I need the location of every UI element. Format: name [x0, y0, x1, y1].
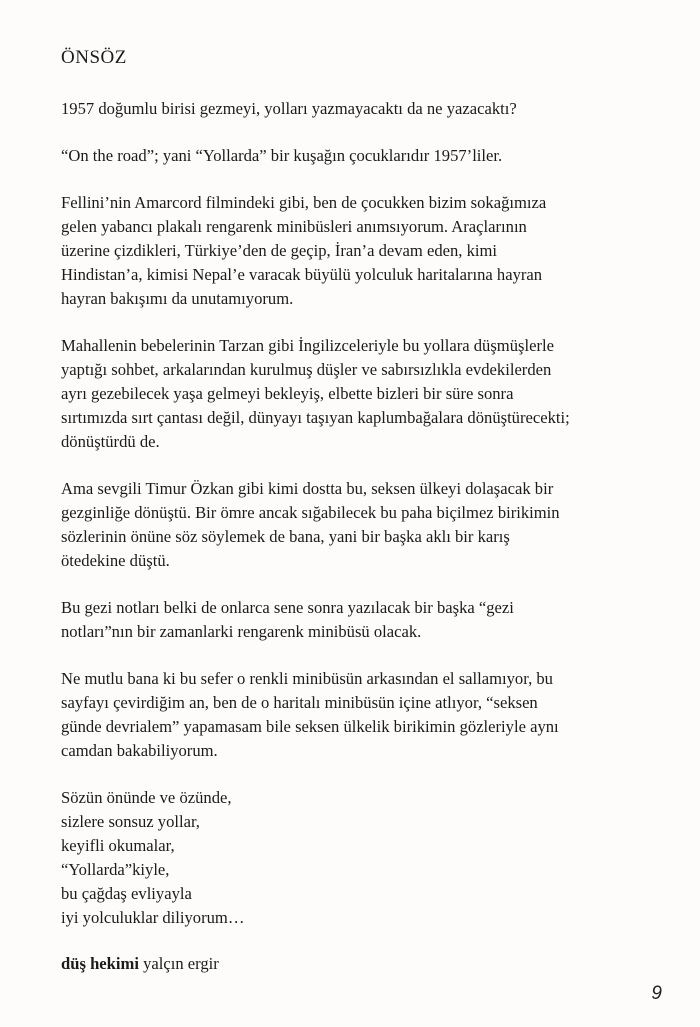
- text-line: Ama sevgili Timur Özkan gibi kimi dostta bu, seksen ülkeyi dolaşacak bir: [61, 479, 554, 498]
- text-line: Bu gezi notları belki de onlarca sene sonra yazılacak bir başka “gezi: [61, 598, 514, 617]
- text-line: “On the road”; yani “Yollarda” bir kuşağın çocuklarıdır 1957’liler.: [61, 146, 503, 165]
- text-line: hayran bakışımı da unutamıyorum.: [61, 289, 294, 308]
- signature-name: yalçın ergir: [143, 954, 219, 973]
- text-line: sayfayı çevirdiğim an, ben de o haritalı minibüsün içine atlıyor, “seksen: [61, 693, 538, 712]
- paragraph: [61, 97, 661, 121]
- text-line: Ne mutlu bana ki bu sefer o renkli minibüsün arkasından el sallamıyor, bu: [61, 669, 553, 688]
- paragraph: [61, 596, 661, 644]
- paragraph: [61, 191, 661, 311]
- text-line: sözlerinin önüne söz söylemek de bana, yani bir başka aklı bir karış: [61, 527, 510, 546]
- text-line: ötedekine düştü.: [61, 551, 170, 570]
- closing-line: sizlere sonsuz yollar,: [61, 812, 200, 831]
- text-line: sırtımızda sırt çantası değil, dünyayı taşıyan kaplumbağalara dönüştürecekti;: [61, 408, 570, 427]
- closing-line: “Yollarda”kiyle,: [61, 860, 170, 879]
- text-line: 1957 doğumlu birisi gezmeyi, yolları yazmayacaktı da ne yazacaktı?: [61, 99, 517, 118]
- paragraph-list: [61, 97, 661, 763]
- closing-line: keyifli okumalar,: [61, 836, 175, 855]
- paragraph: [61, 477, 661, 573]
- text-line: gelen yabancı plakalı rengarenk minibüsleri anımsıyorum. Araçlarının: [61, 217, 527, 236]
- text-line: Hindistan’a, kimisi Nepal’e varacak büyülü yolculuk haritalarına hayran: [61, 265, 543, 284]
- text-line: notları”nın bir zamanlarki rengarenk minibüsü olacak.: [61, 622, 422, 641]
- closing-line: iyi yolculuklar diliyorum…: [61, 908, 245, 927]
- text-line: ayrı gezebilecek yaşa gelmeyi bekleyiş, elbette bizleri bir süre sonra: [61, 384, 514, 403]
- foreword-body: [61, 97, 661, 976]
- page-title: ÖNSÖZ: [61, 47, 127, 68]
- text-line: Fellini’nin Amarcord filmindeki gibi, ben de çocukken bizim sokağımıza: [61, 193, 547, 212]
- closing-line: bu çağdaş evliyayla: [61, 884, 192, 903]
- closing-line: Sözün önünde ve özünde,: [61, 788, 232, 807]
- page-number: 9: [651, 983, 662, 1004]
- text-line: camdan bakabiliyorum.: [61, 741, 218, 760]
- text-line: dönüştürdü de.: [61, 432, 160, 451]
- closing-lines: [61, 786, 661, 930]
- signature: [61, 952, 661, 976]
- signature-title: düş hekimi: [61, 954, 139, 973]
- paragraph: [61, 334, 661, 454]
- paragraph: [61, 144, 661, 168]
- text-line: günde devrialem” yapamasam bile seksen ülkelik birikimin gözleriyle aynı: [61, 717, 559, 736]
- text-line: gezginliğe dönüştü. Bir ömre ancak sığabilecek bu paha biçilmez birikimin: [61, 503, 560, 522]
- text-line: yaptığı sohbet, arkalarından kurulmuş düşler ve sabırsızlıkla evdekilerden: [61, 360, 552, 379]
- paragraph: [61, 667, 661, 763]
- text-line: üzerine çizdikleri, Türkiye’den de geçip, İran’a devam eden, kimi: [61, 241, 498, 260]
- text-line: Mahallenin bebelerinin Tarzan gibi İngilizceleriyle bu yollara düşmüşlerle: [61, 336, 554, 355]
